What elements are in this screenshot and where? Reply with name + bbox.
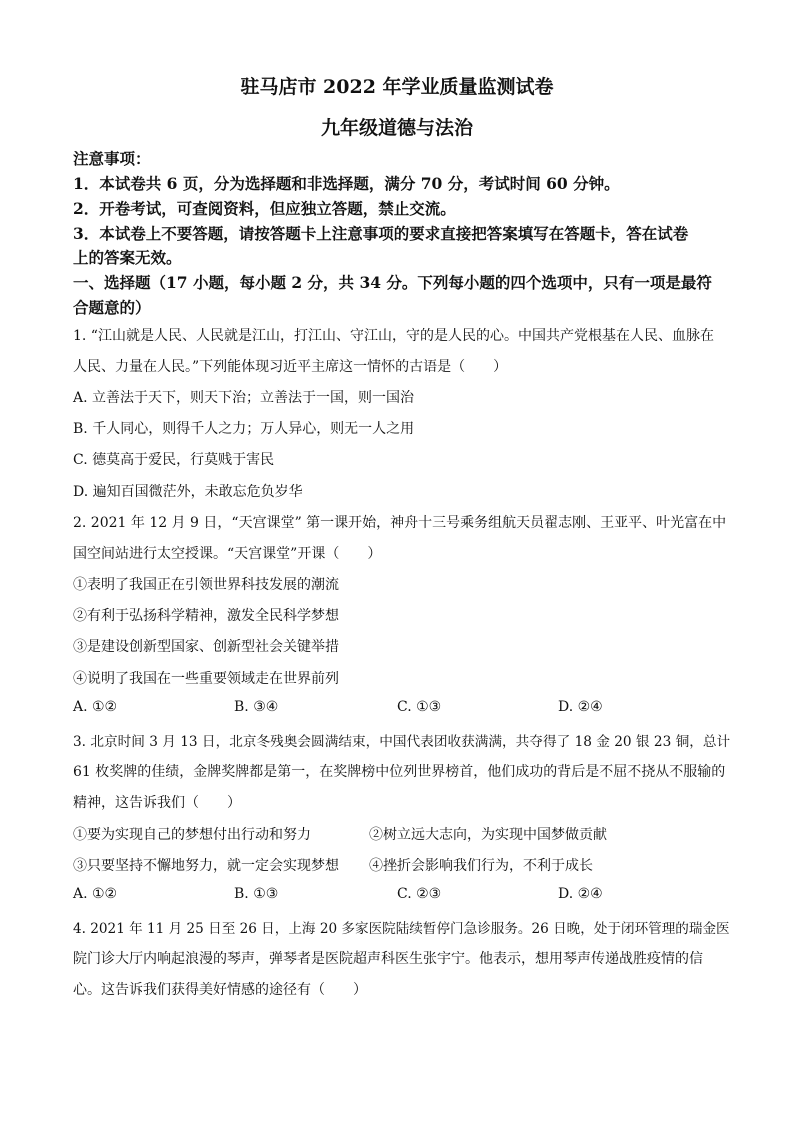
q3-stem-line-3: 精神，这告诉我们（ ）: [73, 795, 241, 811]
notice-item-3: 3．本试卷上不要答题，请按答题卡上注意事项的要求直接把答案填写在答题卡，答在试卷: [73, 224, 689, 243]
q3-statement-2: ②树立远大志向，为实现中国梦做贡献: [369, 827, 607, 843]
q2-statement-2: ②有利于弘扬科学精神，激发全民科学梦想: [73, 608, 339, 624]
q2-statement-1: ①表明了我国正在引领世界科技发展的潮流: [73, 577, 339, 593]
q4-stem-line-2: 院门诊大厅内响起浪漫的琴声，弹琴者是医院超声科医生张宇宁。他表示，想用琴声传递战胜疫情的信: [73, 951, 703, 967]
notice-item-2: 2．开卷考试，可查阅资料，但应独立答题，禁止交流。: [73, 199, 456, 218]
section-heading-cont: 合题意的）: [73, 298, 151, 317]
q2-stem-line-2: 国空间站进行太空授课。“天宫课堂”开课（ ）: [73, 546, 382, 562]
q1-stem-line-2: 人民、力量在人民。”下列能体现习近平主席这一情怀的古语是（ ）: [73, 359, 508, 375]
q1-stem-line-1: 1. “江山就是人民、人民就是江山，打江山、守江山，守的是人民的心。中国共产党根基在人民、血脉在: [73, 328, 714, 344]
q1-option-d: D. 遍知百国微茫外，未敢忘危负岁华: [73, 484, 303, 500]
q3-statement-4: ④挫折会影响我们行为，不利于成长: [369, 858, 593, 874]
notice-item-3-cont: 上的答案无效。: [73, 248, 182, 267]
q3-stem-line-2: 61 枚奖牌的佳绩，金牌奖牌都是第一，在奖牌榜中位列世界榜首，他们成功的背后是不屈不挠从不服输的: [73, 764, 726, 780]
q1-option-a: A. 立善法于天下，则天下治；立善法于一国，则一国治: [73, 390, 415, 406]
exam-title: 驻马店市 2022 年学业质量监测试卷: [240, 76, 554, 98]
q3-stem-line-1: 3. 北京时间 3 月 13 日，北京冬残奥会圆满结束，中国代表团收获满满，共夺得了 18 金 20 银 23 铜，总计: [73, 734, 731, 750]
q3-statement-3: ③只要坚持不懈地努力，就一定会实现梦想: [73, 858, 339, 874]
q4-stem-line-3: 心。这告诉我们获得美好情感的途径有（ ）: [73, 982, 367, 998]
notice-item-1: 1．本试卷共 6 页，分为选择题和非选择题，满分 70 分，考试时间 60 分钟。: [73, 174, 620, 193]
q2-option-b: B. ③④: [234, 699, 279, 715]
q2-option-c: C. ①③: [397, 699, 442, 715]
notice-heading: 注意事项：: [73, 149, 151, 168]
q3-option-c: C. ②③: [397, 886, 442, 902]
q2-option-a: A. ①②: [73, 699, 118, 715]
q3-option-d: D. ②④: [558, 886, 603, 902]
section-heading: 一、选择题（17 小题，每小题 2 分，共 34 分。下列每小题的四个选项中，只有一项是最符: [73, 273, 712, 292]
q2-option-d: D. ②④: [558, 699, 603, 715]
q2-statement-3: ③是建设创新型国家、创新型社会关键举措: [73, 639, 339, 655]
q1-option-c: C. 德莫高于爱民，行莫贱于害民: [73, 452, 275, 468]
q1-option-b: B. 千人同心，则得千人之力；万人异心，则无一人之用: [73, 421, 415, 437]
q4-stem-line-1: 4. 2021 年 11 月 25 日至 26 日，上海 20 多家医院陆续暂停门急诊服务。26 日晚，处于闭环管理的瑞金医: [73, 921, 730, 937]
exam-subtitle: 九年级道德与法治: [320, 117, 473, 139]
q2-stem-line-1: 2. 2021 年 12 月 9 日，“天宫课堂” 第一课开始，神舟十三号乘务组航天员翟志刚、王亚平、叶光富在中: [73, 515, 727, 531]
q3-option-b: B. ①③: [234, 886, 279, 902]
q3-option-a: A. ①②: [73, 886, 118, 902]
q3-statement-1: ①要为实现自己的梦想付出行动和努力: [73, 827, 311, 843]
q2-statement-4: ④说明了我国在一些重要领域走在世界前列: [73, 671, 339, 687]
